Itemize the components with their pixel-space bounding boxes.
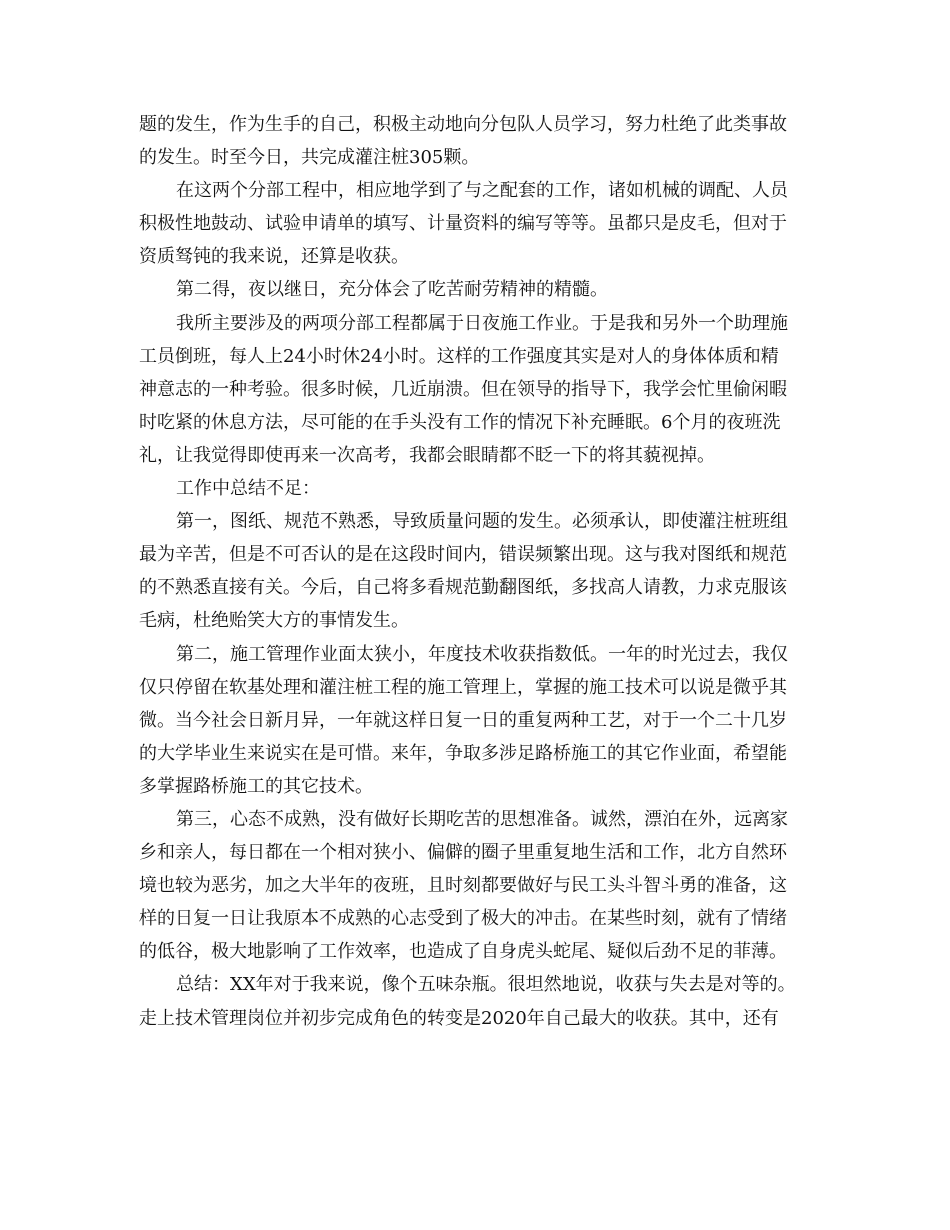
text-line: 题的发生，作为生手的自己，积极主动地向分包队人员学习，努力杜绝了此类事故	[139, 114, 787, 135]
text-line: 的发生。时至今日，共完成灌注桩305颗。	[139, 147, 480, 169]
document-body	[139, 108, 829, 1035]
text-line: 样的日复一日让我原本不成熟的心志受到了极大的冲击。在某些时刻，就有了情绪	[139, 908, 787, 930]
paragraph-start-line: 第二，施工管理作业面太狭小，年度技术收获指数低。一年的时光过去，我仅	[176, 643, 788, 665]
text-line: 多掌握路桥施工的其它技术。	[139, 775, 373, 797]
text-line: 微。当今社会日新月异，一年就这样日复一日的重复两种工艺，对于一个二十几岁	[139, 709, 787, 731]
text-line: 时吃紧的休息方法，尽可能的在手头没有工作的情况下补充睡眠。6个月的夜班洗	[139, 411, 781, 433]
text-line: 毛病，杜绝贻笑大方的事情发生。	[139, 610, 409, 632]
text-line: 积极性地鼓动、试验申请单的填写、计量资料的编写等等。虽都只是皮毛，但对于	[139, 213, 787, 235]
paragraph-start-line: 工作中总结不足：	[176, 478, 320, 500]
paragraph-start-line: 我所主要涉及的两项分部工程都属于日夜施工作业。于是我和另外一个助理施	[176, 312, 788, 334]
paragraph-start-line: 第一，图纸、规范不熟悉，导致质量问题的发生。必须承认，即使灌注桩班组	[176, 511, 788, 533]
text-line: 神意志的一种考验。很多时候，几近崩溃。但在领导的指导下，我学会忙里偷闲暇	[139, 378, 787, 400]
text-line: 礼，让我觉得即使再来一次高考，我都会眼睛都不眨一下的将其藐视掉。	[139, 444, 715, 466]
text-line: 最为辛苦，但是不可否认的是在这段时间内，错误频繁出现。这与我对图纸和规范	[139, 544, 787, 566]
paragraph-start-line: 总结：XX年对于我来说，像个五味杂瓶。很坦然地说，收获与失去是对等的。	[176, 974, 796, 996]
text-line: 乡和亲人，每日都在一个相对狭小、偏僻的圈子里重复地生活和工作，北方自然环	[139, 842, 787, 864]
paragraph-start-line: 在这两个分部工程中，相应地学到了与之配套的工作，诸如机械的调配、人员	[176, 180, 788, 202]
text-line: 仅只停留在软基处理和灌注桩工程的施工管理上，掌握的施工技术可以说是微乎其	[139, 676, 787, 698]
text-line: 的不熟悉直接有关。今后，自己将多看规范勤翻图纸，多找高人请教，力求克服该	[139, 577, 787, 599]
paragraph-start-line: 第二得，夜以继日，充分体会了吃苦耐劳精神的精髓。	[176, 279, 608, 301]
text-line: 的低谷，极大地影响了工作效率，也造成了自身虎头蛇尾、疑似后劲不足的菲薄。	[139, 941, 787, 963]
text-line: 工员倒班，每人上24小时休24小时。这样的工作强度其实是对人的身体体质和精	[139, 345, 779, 367]
text-line: 资质驽钝的我来说，还算是收获。	[139, 246, 409, 268]
text-line: 的大学毕业生来说实在是可惜。来年，争取多涉足路桥施工的其它作业面，希望能	[139, 742, 787, 764]
text-line: 走上技术管理岗位并初步完成角色的转变是2020年自己最大的收获。其中，还有	[139, 1007, 779, 1029]
text-line: 境也较为恶劣，加之大半年的夜班，且时刻都要做好与民工头斗智斗勇的准备，这	[139, 875, 787, 897]
paragraph-start-line: 第三，心态不成熟，没有做好长期吃苦的思想准备。诚然，漂泊在外，远离家	[176, 808, 788, 830]
